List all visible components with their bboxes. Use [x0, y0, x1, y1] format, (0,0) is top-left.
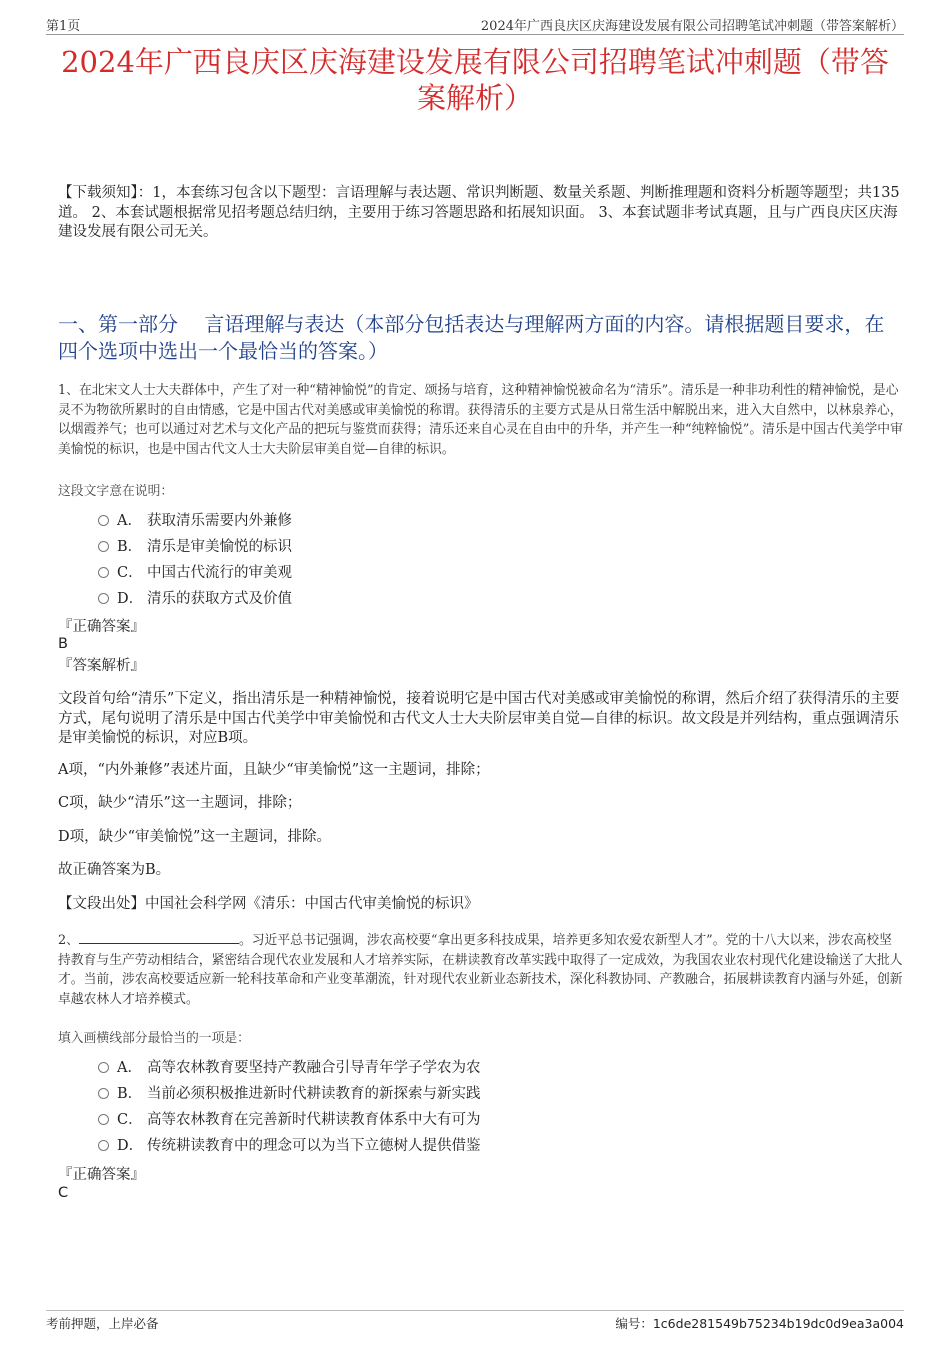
- q2-answer-label: 『正确答案』: [58, 1167, 145, 1183]
- document-title: 2024年广西良庆区庆海建设发展有限公司招聘笔试冲刺题（带答案解析）: [61, 45, 889, 115]
- q1-conclusion: 故正确答案为B。: [58, 862, 171, 878]
- q1-analysis-line-a: A项，“内外兼修”表述片面，且缺少“审美愉悦”这一主题词，排除；: [58, 762, 490, 778]
- q1-analysis-label: 『答案解析』: [58, 658, 145, 674]
- download-notice: 【下载须知】：1，本套练习包含以下题型：言语理解与表达题、常识判断题、数量关系题、判断推理题和资料分析题等题型；共135道。 2、本套试题根据常见招考题总结归纳，主要用于练习答题思路和拓展知识面。 3、本套试题非考试真题，且与广西良庆区庆海建设发展有限公司无关。: [58, 185, 900, 240]
- q2-answer: C: [58, 1185, 69, 1201]
- q1-answer: B: [58, 636, 68, 652]
- q2-prompt: 填入画横线部分最恰当的一项是：: [58, 1031, 250, 1046]
- q1-option-c[interactable]: C． 中国古代流行的审美观: [98, 562, 292, 584]
- radio-icon[interactable]: [98, 1062, 109, 1073]
- q1-passage: 1、在北宋文人士大夫群体中，产生了对一种“精神愉悦”的肯定、颂扬与培育，这种精神愉悦被命名为“清乐”。清乐是一种非功利性的精神愉悦，是心灵不为物欲所累时的自由情感，它是中国古代对美感或审美愉悦的称谓。获得清乐的主要方式是从日常生活中解脱出来，进入大自然中，以林泉养心，以烟霞养气；也可以通过对艺术与文化产品的把玩与鉴赏而获得；清乐还来自心灵在自由中的升华，并产生一种“纯粹愉悦”。清乐是中国古代美学中审美愉悦的标识，也是中国古代文人士大夫阶层审美自觉—自律的标识。: [58, 383, 903, 457]
- q1-analysis-text: 文段首句给“清乐”下定义，指出清乐是一种精神愉悦，接着说明它是中国古代对美感或审美愉悦的称谓，然后介绍了获得清乐的主要方式，尾句说明了清乐是中国古代美学中审美愉悦和古代文人士大夫阶层审美自觉—自律的标识。故文段是并列结构，重点强调清乐是审美愉悦的标识，对应B项。: [58, 691, 900, 746]
- q2-option-c[interactable]: C． 高等农林教育在完善新时代耕读教育体系中大有可为: [98, 1109, 481, 1131]
- q1-analysis-line-c: C项，缺少“清乐”这一主题词，排除；: [58, 795, 302, 811]
- footer-code-value: 1c6de281549b75234b19dc0d9ea3a004: [652, 1316, 904, 1331]
- q2-option-a[interactable]: A． 高等农林教育要坚持产教融合引导青年学子学农为农: [98, 1057, 481, 1079]
- footer-code: [615, 1314, 904, 1332]
- page-number: 第1页: [46, 19, 81, 34]
- section-heading: 一、第一部分 言语理解与表达（本部分包括表达与理解两方面的内容。请根据题目要求，在四个选项中选出一个最恰当的答案。）: [58, 312, 885, 363]
- footer-code-label: 编号：: [615, 1316, 653, 1331]
- q1-option-d[interactable]: D． 清乐的获取方式及价值: [98, 588, 292, 610]
- q2-option-d[interactable]: D． 传统耕读教育中的理念可以为当下立德树人提供借鉴: [98, 1135, 481, 1157]
- footer-slogan: 考前押题，上岸必备: [46, 1316, 159, 1331]
- header-doc-title: 2024年广西良庆区庆海建设发展有限公司招聘笔试冲刺题（带答案解析）: [480, 19, 904, 34]
- radio-icon[interactable]: [98, 1088, 109, 1099]
- q2-passage: [58, 931, 904, 1009]
- q1-answer-label: 『正确答案』: [58, 619, 145, 635]
- q2-passage-text: 。习近平总书记强调，涉农高校要“拿出更多科技成果，培养更多知农爱农新型人才”。党的十八大以来，涉农高校坚持教育与生产劳动相结合，紧密结合现代农业发展和人才培养实际，在耕读教育改革实践中取得了一定成效，为我国农业农村现代化建设输送了大批人才。当前，涉农高校要适应新一轮科技革命和产业变革潮流，针对现代农业新业态新技术，深化科教协同、产教融合，拓展耕读教育内涵与外延，创新卓越农林人才培养模式。: [58, 933, 903, 1007]
- q1-option-b[interactable]: B． 清乐是审美愉悦的标识: [98, 536, 292, 558]
- radio-icon[interactable]: [98, 567, 109, 578]
- radio-icon[interactable]: [98, 593, 109, 604]
- q2-option-b[interactable]: B． 当前必须积极推进新时代耕读教育的新探索与新实践: [98, 1083, 481, 1105]
- fill-blank: [79, 931, 239, 944]
- radio-icon[interactable]: [98, 541, 109, 552]
- q1-option-a[interactable]: A． 获取清乐需要内外兼修: [98, 510, 292, 532]
- radio-icon[interactable]: [98, 515, 109, 526]
- q1-prompt: 这段文字意在说明：: [58, 484, 174, 499]
- radio-icon[interactable]: [98, 1140, 109, 1151]
- q2-number: 2、: [58, 933, 79, 948]
- footer-divider: [46, 1310, 904, 1312]
- page-header: [46, 14, 904, 35]
- q1-analysis-line-d: D项，缺少“审美愉悦”这一主题词，排除。: [58, 829, 331, 845]
- q1-source: 【文段出处】中国社会科学网《清乐：中国古代审美愉悦的标识》: [58, 896, 479, 912]
- radio-icon[interactable]: [98, 1114, 109, 1125]
